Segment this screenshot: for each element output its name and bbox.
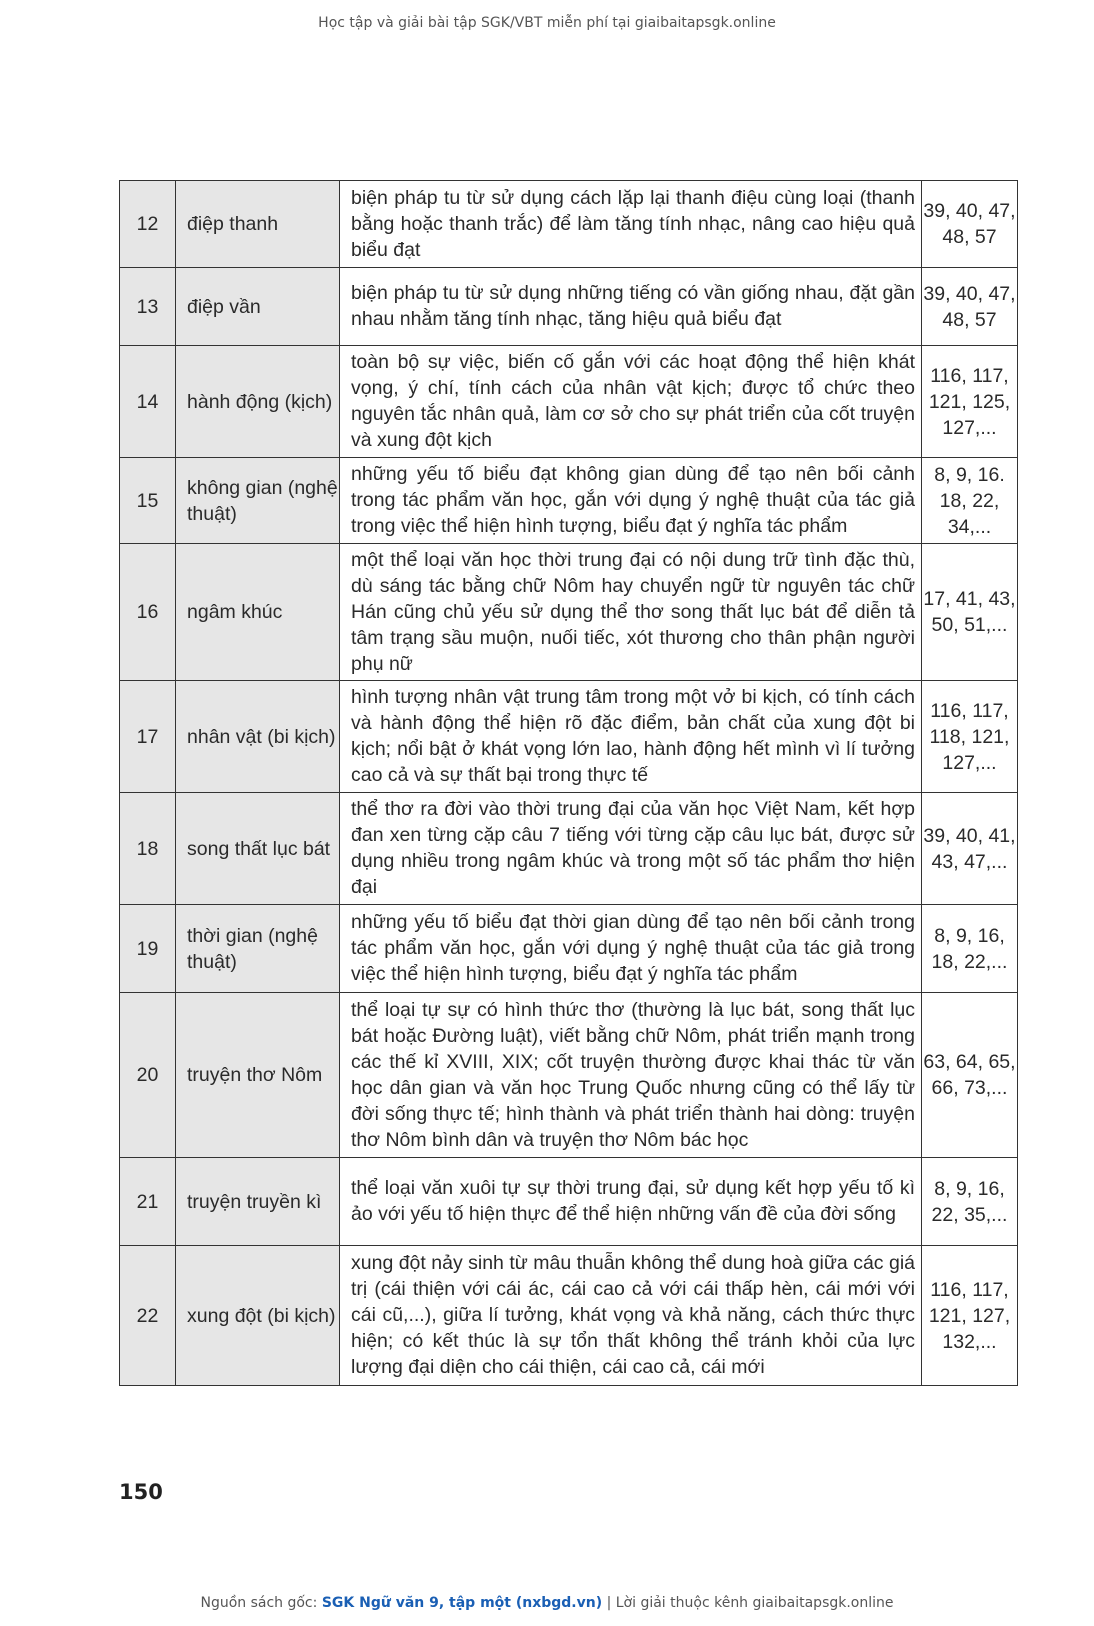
- table-row: [120, 1158, 1018, 1246]
- definition-cell: những yếu tố biểu đạt không gian dùng để tạo nên bối cảnh trong tác phẩm văn học, gắn với dụng ý nghệ thuật của tác giả trong việc thể hiện hình tượng, biểu đạt ý nghĩa tác phẩm: [340, 458, 922, 544]
- definition-cell: thể thơ ra đời vào thời trung đại của văn học Việt Nam, kết hợp đan xen từng cặp câu 7 tiếng với từng cặp câu lục bát, được sử dụng nhiều trong ngâm khúc và trong một số tác phẩm thơ hiện đại: [340, 793, 922, 905]
- table-row: [120, 793, 1018, 905]
- table-row: [120, 1246, 1018, 1386]
- row-number: 14: [120, 346, 176, 458]
- row-number: 20: [120, 993, 176, 1158]
- footer-prefix: Nguồn sách gốc:: [200, 1595, 322, 1611]
- row-number: 21: [120, 1158, 176, 1246]
- row-number: 12: [120, 181, 176, 268]
- pages-cell: 116, 117, 121, 125, 127,...: [922, 346, 1018, 458]
- footer-suffix: | Lời giải thuộc kênh giaibaitapsgk.online: [602, 1595, 894, 1611]
- pages-cell: 116, 117, 121, 127, 132,...: [922, 1246, 1018, 1386]
- definition-cell: biện pháp tu từ sử dụng những tiếng có vần giống nhau, đặt gần nhau nhằm tăng tính nhạc, tăng hiệu quả biểu đạt: [340, 268, 922, 346]
- row-number: 13: [120, 268, 176, 346]
- pages-cell: 17, 41, 43, 50, 51,...: [922, 544, 1018, 681]
- row-number: 22: [120, 1246, 176, 1386]
- term-cell: truyện thơ Nôm: [176, 993, 340, 1158]
- page-number: 150: [119, 1480, 163, 1504]
- row-number: 18: [120, 793, 176, 905]
- row-number: 19: [120, 905, 176, 993]
- table-row: [120, 993, 1018, 1158]
- term-cell: thời gian (nghệ thuật): [176, 905, 340, 993]
- pages-cell: 39, 40, 41, 43, 47,...: [922, 793, 1018, 905]
- pages-cell: 63, 64, 65, 66, 73,...: [922, 993, 1018, 1158]
- row-number: 16: [120, 544, 176, 681]
- pages-cell: 39, 40, 47, 48, 57: [922, 181, 1018, 268]
- pages-cell: 39, 40, 47, 48, 57: [922, 268, 1018, 346]
- definition-cell: thể loại văn xuôi tự sự thời trung đại, sử dụng kết hợp yếu tố kì ảo với yếu tố hiện thực để thể hiện những vấn đề của đời sống: [340, 1158, 922, 1246]
- table-row: [120, 458, 1018, 544]
- pages-cell: 116, 117, 118, 121, 127,...: [922, 681, 1018, 793]
- definition-cell: những yếu tố biểu đạt thời gian dùng để tạo nên bối cảnh trong tác phẩm văn học, gắn với dụng ý nghệ thuật của tác giả trong việc thể hiện hình tượng, biểu đạt ý nghĩa tác phẩm: [340, 905, 922, 993]
- glossary-body: [120, 181, 1018, 1386]
- term-cell: nhân vật (bi kịch): [176, 681, 340, 793]
- definition-cell: thể loại tự sự có hình thức thơ (thường là lục bát, song thất lục bát hoặc Đường luật), viết bằng chữ Nôm, phát triển mạnh trong các thế kỉ XVIII, XIX; cốt truyện thường được khai thác từ văn học dân gian và văn học Trung Quốc nhưng cũng có thể lấy từ đời sống thực tế; hình thành và phát triển thành hai dòng: truyện thơ Nôm bình dân và truyện thơ Nôm bác học: [340, 993, 922, 1158]
- pages-cell: 8, 9, 16, 18, 22,...: [922, 905, 1018, 993]
- definition-cell: xung đột nảy sinh từ mâu thuẫn không thể dung hoà giữa các giá trị (cái thiện với cái ác, cái cao cả với cái thấp hèn, cái mới với cái cũ,...), giữa lí tưởng, khát vọng và khả năng, cách thức thực hiện; có kết thúc là sự tổn thất không thể tránh khỏi của lực lượng đại diện cho cái thiện, cái cao cả, cái mới: [340, 1246, 922, 1386]
- term-cell: điệp thanh: [176, 181, 340, 268]
- page-header: Học tập và giải bài tập SGK/VBT miễn phí tại giaibaitapsgk.online: [318, 15, 776, 31]
- row-number: 17: [120, 681, 176, 793]
- term-cell: không gian (nghệ thuật): [176, 458, 340, 544]
- row-number: 15: [120, 458, 176, 544]
- definition-cell: biện pháp tu từ sử dụng cách lặp lại thanh điệu cùng loại (thanh bằng hoặc thanh trắc) để làm tăng tính nhạc, nâng cao hiệu quả biểu đạt: [340, 181, 922, 268]
- definition-cell: một thể loại văn học thời trung đại có nội dung trữ tình đặc thù, dù sáng tác bằng chữ Nôm hay chuyển ngữ từ nguyên tác chữ Hán cũng chủ yếu sử dụng thể thơ song thất lục bát để diễn tả tâm trạng sầu muộn, nuối tiếc, xót thương cho thân phận người phụ nữ: [340, 544, 922, 681]
- glossary-table: [119, 180, 1018, 1386]
- pages-cell: 8, 9, 16. 18, 22, 34,...: [922, 458, 1018, 544]
- definition-cell: hình tượng nhân vật trung tâm trong một vở bi kịch, có tính cách và hành động thể hiện rõ đặc điểm, bản chất của xung đột bi kịch; nổi bật ở khát vọng lớn lao, hành động hết mình vì lí tưởng cao cả và sự thất bại trong thực tế: [340, 681, 922, 793]
- table-row: [120, 346, 1018, 458]
- table-row: [120, 681, 1018, 793]
- table-row: [120, 905, 1018, 993]
- table-row: [120, 268, 1018, 346]
- pages-cell: 8, 9, 16, 22, 35,...: [922, 1158, 1018, 1246]
- term-cell: điệp vần: [176, 268, 340, 346]
- term-cell: song thất lục bát: [176, 793, 340, 905]
- page-footer: [0, 1595, 1094, 1611]
- term-cell: hành động (kịch): [176, 346, 340, 458]
- term-cell: xung đột (bi kịch): [176, 1246, 340, 1386]
- term-cell: ngâm khúc: [176, 544, 340, 681]
- term-cell: truyện truyền kì: [176, 1158, 340, 1246]
- footer-source-link[interactable]: SGK Ngữ văn 9, tập một (nxbgd.vn): [321, 1595, 603, 1611]
- definition-cell: toàn bộ sự việc, biến cố gắn với các hoạt động thể hiện khát vọng, ý chí, tính cách của nhân vật kịch; được tổ chức theo nguyên tắc nhân quả, làm cơ sở cho sự phát triển của cốt truyện và xung đột kịch: [340, 346, 922, 458]
- table-row: [120, 544, 1018, 681]
- table-row: [120, 181, 1018, 268]
